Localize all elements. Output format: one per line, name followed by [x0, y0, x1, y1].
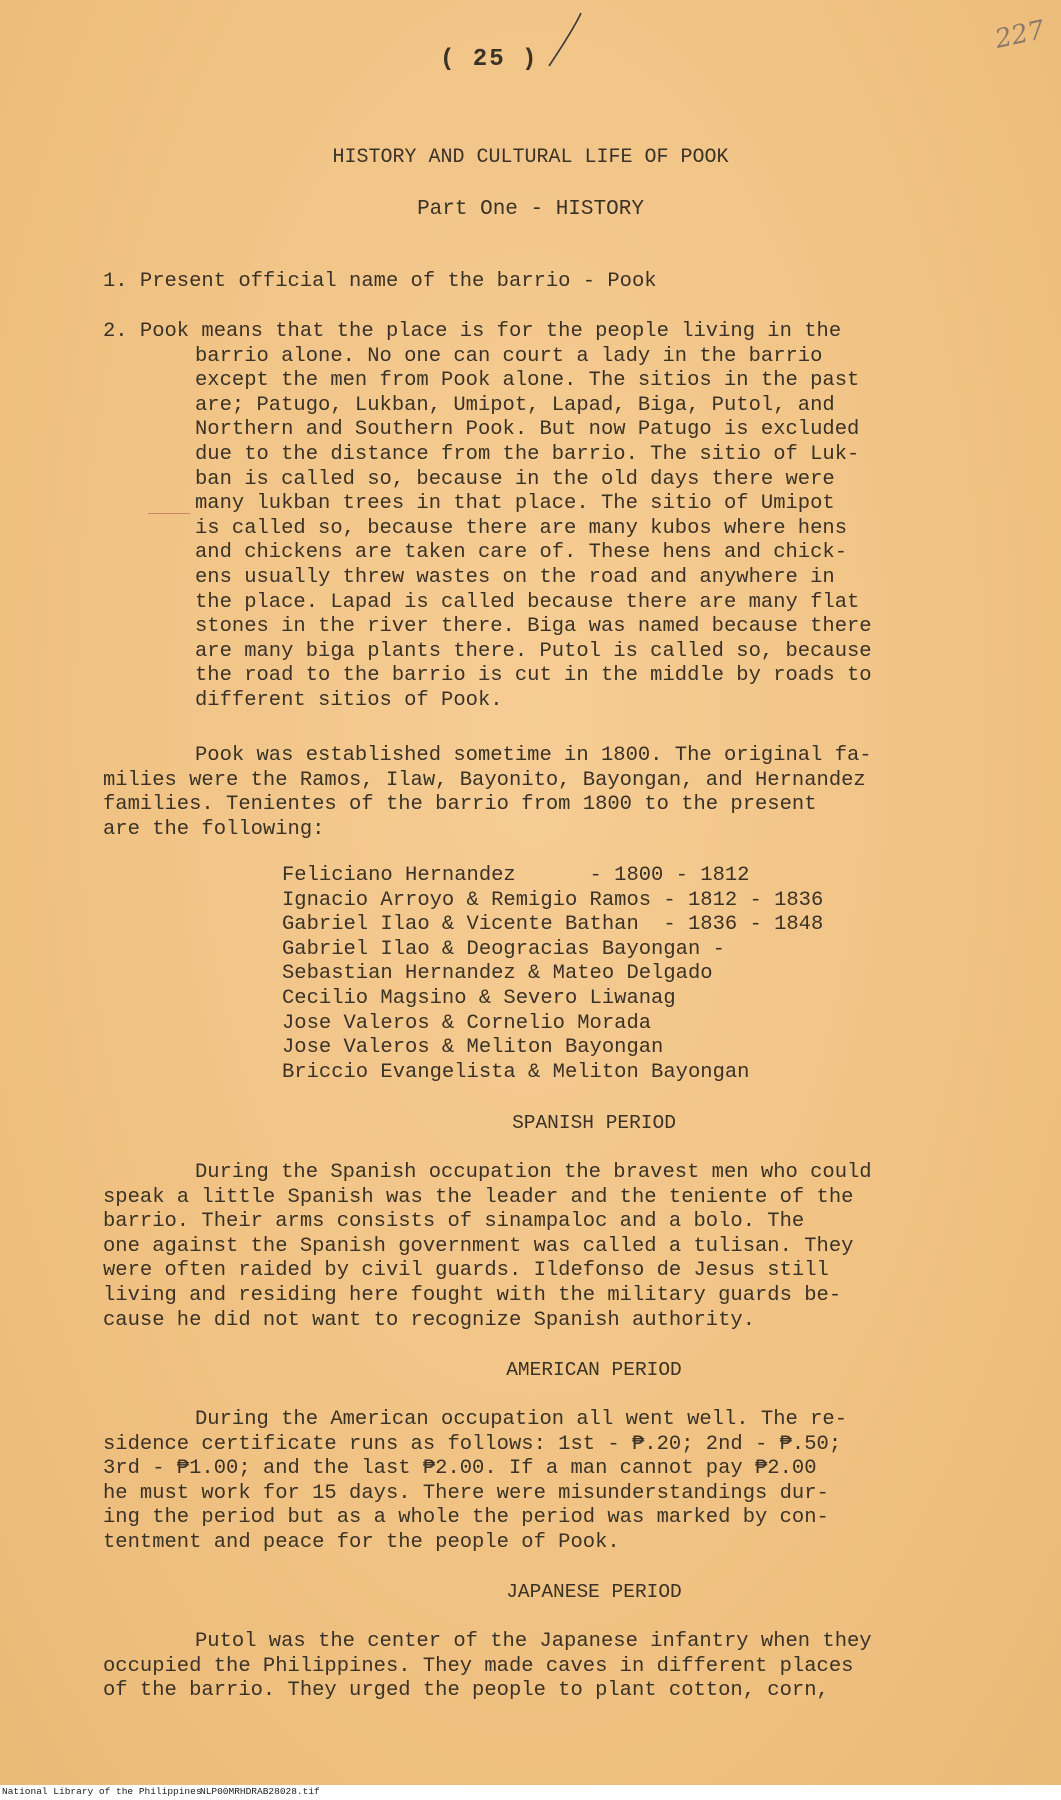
teniente-entry: Ignacio Arroyo & Remigio Ramos - 1812 - 1836	[282, 888, 824, 912]
item-2-line: ban is called so, because in the old days there were	[195, 467, 835, 491]
american-line: During the American occupation all went well. The re-	[195, 1408, 848, 1431]
american-line: tentment and peace for the people of Pook.	[103, 1531, 620, 1554]
established-line: are the following:	[103, 817, 325, 841]
item-2-line: are; Patugo, Lukban, Umipot, Lapad, Biga, Putol, and	[195, 393, 835, 417]
teniente-entry: Feliciano Hernandez - 1800 - 1812	[282, 864, 750, 887]
item-2-line: the road to the barrio is cut in the middle by roads to	[195, 664, 872, 688]
spanish-line: living and residing here fought with the military guards be-	[103, 1284, 842, 1307]
american-line: ing the period but as a whole the period was marked by con-	[103, 1506, 829, 1530]
item-2-line: stones in the river there. Biga was named because there	[195, 615, 872, 639]
teniente-entry: Sebastian Hernandez & Mateo Delgado	[282, 962, 713, 986]
item-2-line: Northern and Southern Pook. But now Patugo is excluded	[195, 418, 860, 442]
item-2-line: are many biga plants there. Putol is called so, because	[195, 639, 872, 663]
item-2-line: due to the distance from the barrio. The sitio of Luk-	[195, 443, 860, 466]
item-2-line: and chickens are taken care of. These hens and chick-	[195, 541, 848, 565]
footer-library-name: National Library of the Philippines	[2, 1786, 202, 1797]
american-line: 3rd - ₱1.00; and the last ₱2.00. If a man cannot pay ₱2.00	[103, 1457, 817, 1481]
item-1: 1. Present official name of the barrio - Pook	[103, 270, 657, 293]
established-line: milies were the Ramos, Ilaw, Bayonito, Bayongan, and Hernandez	[103, 768, 866, 792]
american-line: he must work for 15 days. There were misunderstandings dur-	[103, 1481, 829, 1505]
spanish-period-heading: SPANISH PERIOD	[512, 1112, 676, 1134]
item-2-line: barrio alone. No one can court a lady in the barrio	[195, 344, 823, 368]
item-2-line: except the men from Pook alone. The sitios in the past	[195, 369, 860, 393]
japanese-line: occupied the Philippines. They made caves in different places	[103, 1654, 854, 1678]
teniente-entry: Gabriel Ilao & Vicente Bathan - 1836 - 1848	[282, 913, 824, 937]
spanish-line: one against the Spanish government was called a tulisan. They	[103, 1234, 854, 1258]
red-pencil-mark	[148, 513, 190, 514]
spanish-line: During the Spanish occupation the bravest men who could	[195, 1161, 872, 1184]
item-2-line: is called so, because there are many kubos where hens	[195, 516, 848, 540]
spanish-line: were often raided by civil guards. Ildefonso de Jesus still	[103, 1259, 829, 1283]
spanish-line: barrio. Their arms consists of sinampaloc and a bolo. The	[103, 1210, 805, 1234]
item-2-line: many lukban trees in that place. The sitio of Umipot	[195, 492, 835, 516]
item-2-line: ens usually threw wastes on the road and anywhere in	[195, 566, 835, 589]
established-line: Pook was established sometime in 1800. The original fa-	[195, 744, 872, 767]
page-number: ( 25 )	[440, 46, 539, 73]
american-period-heading: AMERICAN PERIOD	[506, 1359, 682, 1381]
teniente-entry: Cecilio Magsino & Severo Liwanag	[282, 987, 676, 1010]
japanese-period-heading: JAPANESE PERIOD	[506, 1581, 682, 1603]
spanish-line: speak a little Spanish was the leader and the teniente of the	[103, 1185, 854, 1209]
teniente-entry: Briccio Evangelista & Meliton Bayongan	[282, 1060, 750, 1084]
item-2-line: different sitios of Pook.	[195, 689, 503, 712]
teniente-entry: Gabriel Ilao & Deogracias Bayongan -	[282, 937, 725, 961]
japanese-line: Putol was the center of the Japanese infantry when they	[195, 1630, 872, 1653]
pen-mark	[545, 10, 585, 70]
item-2-line: the place. Lapad is called because there are many flat	[195, 590, 860, 614]
handwritten-page-mark: 227	[992, 15, 1048, 55]
spanish-line: cause he did not want to recognize Spanish authority.	[103, 1308, 756, 1332]
teniente-entry: Jose Valeros & Meliton Bayongan	[282, 1036, 664, 1060]
teniente-entry: Jose Valeros & Cornelio Morada	[282, 1011, 652, 1035]
footer-file-name: NLP00MRHDRAB28028.tif	[200, 1786, 320, 1797]
document-title: HISTORY AND CULTURAL LIFE OF POOK	[332, 146, 729, 169]
part-subtitle: Part One - HISTORY	[417, 198, 644, 221]
established-line: families. Tenientes of the barrio from 1800 to the present	[103, 793, 817, 817]
american-line: sidence certificate runs as follows: 1st - ₱.20; 2nd - ₱.50;	[103, 1432, 842, 1456]
japanese-line: of the barrio. They urged the people to plant cotton, corn,	[103, 1679, 829, 1703]
item-2-line: 2. Pook means that the place is for the people living in the	[103, 320, 842, 343]
